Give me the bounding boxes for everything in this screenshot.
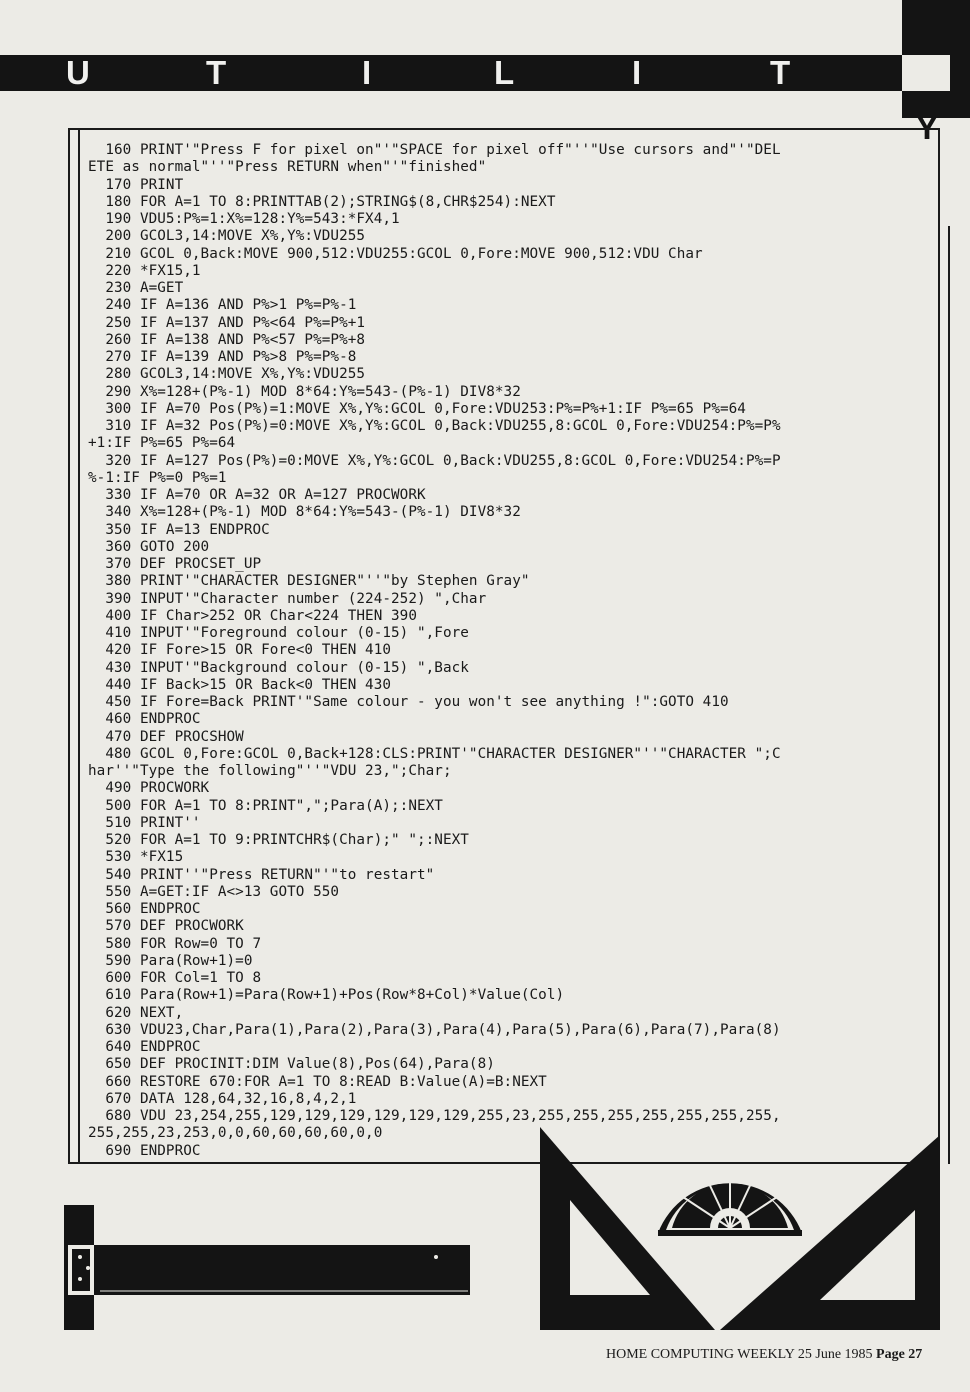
code-line: 560 ENDPROC — [88, 901, 201, 917]
banner-letter: T — [206, 54, 227, 91]
code-line: 260 IF A=138 AND P%<57 P%=P%+8 — [88, 331, 366, 348]
code-line: 650 DEF PROCINIT:DIM Value(8),Pos(64),Para(8) — [88, 1056, 495, 1073]
code-line: 190 VDU5:P%=1:X%=128:Y%=543:*FX4,1 — [88, 211, 400, 227]
code-line: 480 GCOL 0,Fore:GCOL 0,Back+128:CLS:PRINT'"CHARACTER DESIGNER"''"CHARACTER ";C — [88, 745, 781, 762]
code-line: 410 INPUT'"Foreground colour (0-15) ",Fore — [88, 625, 469, 641]
banner-letter: I — [632, 54, 642, 91]
code-line: 300 IF A=70 Pos(P%)=1:MOVE X%,Y%:GCOL 0,Fore:VDU253:P%=P%+1:IF P%=65 P%=64 — [88, 400, 746, 417]
code-line: 320 IF A=127 Pos(P%)=0:MOVE X%,Y%:GCOL 0,Back:VDU255,8:GCOL 0,Fore:VDU254:P%=P — [88, 452, 781, 469]
code-line: 360 GOTO 200 — [88, 538, 210, 555]
code-line: 510 PRINT'' — [88, 814, 201, 831]
banner-letter: Y — [915, 109, 938, 146]
listing-frame-inner-rule — [78, 128, 80, 1164]
banner-letter: T — [770, 54, 791, 91]
banner-letter: I — [362, 54, 372, 91]
code-line: 490 PROCWORK — [88, 780, 210, 797]
code-line: 660 RESTORE 670:FOR A=1 TO 8:READ B:Value(A)=B:NEXT — [88, 1073, 547, 1090]
code-line: 610 Para(Row+1)=Para(Row+1)+Pos(Row*8+Col)*Value(Col) — [88, 987, 565, 1004]
banner-letter: L — [494, 54, 515, 91]
code-line: 470 DEF PROCSHOW — [88, 728, 244, 745]
code-line: 580 FOR Row=0 TO 7 — [88, 935, 262, 952]
page-number: Page 27 — [876, 1347, 923, 1362]
code-line: 170 PRINT — [88, 176, 184, 193]
listing-frame-right-rule — [948, 226, 950, 1164]
code-line: 240 IF A=136 AND P%>1 P%=P%-1 — [88, 297, 357, 314]
code-line: 230 A=GET — [88, 280, 184, 296]
code-line: 530 *FX15 — [88, 849, 184, 866]
program-listing — [88, 142, 928, 1160]
code-line: 430 INPUT'"Background colour (0-15) ",Back — [88, 659, 469, 676]
code-line: 200 GCOL3,14:MOVE X%,Y%:VDU255 — [88, 228, 366, 245]
section-title — [0, 54, 970, 146]
code-line: 250 IF A=137 AND P%<64 P%=P%+1 — [88, 314, 366, 331]
code-line: 500 FOR A=1 TO 8:PRINT",";Para(A);:NEXT — [88, 797, 443, 814]
code-line: 670 DATA 128,64,32,16,8,4,2,1 — [88, 1090, 357, 1107]
code-line: 440 IF Back>15 OR Back<0 THEN 430 — [88, 676, 392, 693]
code-line: 540 PRINT''"Press RETURN"'"to restart" — [88, 866, 435, 883]
code-line: 310 IF A=32 Pos(P%)=0:MOVE X%,Y%:GCOL 0,Back:VDU255,8:GCOL 0,Fore:VDU254:P%=P% — [88, 418, 781, 434]
page-footer — [606, 1347, 956, 1363]
code-line: 400 IF Char>252 OR Char<224 THEN 390 — [88, 607, 417, 624]
code-line: har''"Type the following"''"VDU 23,";Char; — [88, 763, 452, 779]
code-line: ETE as normal"''"Press RETURN when"'"finished" — [88, 159, 487, 176]
code-line: 460 ENDPROC — [88, 711, 201, 728]
code-line: 280 GCOL3,14:MOVE X%,Y%:VDU255 — [88, 366, 366, 383]
code-line: +1:IF P%=65 P%=64 — [88, 435, 236, 452]
code-line: 330 IF A=70 OR A=32 OR A=127 PROCWORK — [88, 487, 426, 503]
code-line: 180 FOR A=1 TO 8:PRINTTAB(2);STRING$(8,CHR$254):NEXT — [88, 193, 556, 210]
code-line: 680 VDU 23,254,255,129,129,129,129,129,129,255,23,255,255,255,255,255,255,255, — [88, 1108, 781, 1124]
code-line: 570 DEF PROCWORK — [88, 918, 244, 935]
code-line: 350 IF A=13 ENDPROC — [88, 521, 270, 538]
code-line: 290 X%=128+(P%-1) MOD 8*64:Y%=543-(P%-1) DIV8*32 — [88, 383, 521, 400]
code-line: 640 ENDPROC — [88, 1039, 201, 1055]
code-line: 620 NEXT, — [88, 1004, 184, 1021]
code-line: %-1:IF P%=0 P%=1 — [88, 469, 227, 486]
code-line: 450 IF Fore=Back PRINT'"Same colour - you won't see anything !":GOTO 410 — [88, 694, 729, 710]
code-line: 390 INPUT'"Character number (224-252) ",Char — [88, 590, 487, 607]
code-line: 160 PRINT'"Press F for pixel on"'"SPACE for pixel off"''"Use cursors and"'"DEL — [88, 142, 781, 158]
code-line: 590 Para(Row+1)=0 — [88, 952, 253, 969]
code-line: 220 *FX15,1 — [88, 262, 201, 279]
code-line: 255,255,23,253,0,0,60,60,60,60,0,0 — [88, 1125, 383, 1142]
code-line: 520 FOR A=1 TO 9:PRINTCHR$(Char);" ";:NEXT — [88, 832, 469, 848]
set-square-illustration — [540, 1115, 940, 1330]
publication-line: HOME COMPUTING WEEKLY 25 June 1985 — [606, 1347, 873, 1362]
code-line: 550 A=GET:IF A<>13 GOTO 550 — [88, 883, 340, 900]
banner-letter: U — [66, 54, 90, 91]
code-line: 690 ENDPROC — [88, 1142, 201, 1159]
t-square-illustration — [64, 1205, 484, 1335]
code-line: 210 GCOL 0,Back:MOVE 900,512:VDU255:GCOL 0,Fore:MOVE 900,512:VDU Char — [88, 245, 703, 262]
code-line: 600 FOR Col=1 TO 8 — [88, 970, 262, 986]
code-line: 370 DEF PROCSET_UP — [88, 556, 262, 572]
code-line: 420 IF Fore>15 OR Fore<0 THEN 410 — [88, 642, 392, 659]
code-line: 380 PRINT'"CHARACTER DESIGNER"''"by Stephen Gray" — [88, 573, 530, 590]
code-line: 630 VDU23,Char,Para(1),Para(2),Para(3),Para(4),Para(5),Para(6),Para(7),Para(8) — [88, 1021, 781, 1038]
code-line: 270 IF A=139 AND P%>8 P%=P%-8 — [88, 349, 357, 365]
code-line: 340 X%=128+(P%-1) MOD 8*64:Y%=543-(P%-1) DIV8*32 — [88, 504, 521, 521]
